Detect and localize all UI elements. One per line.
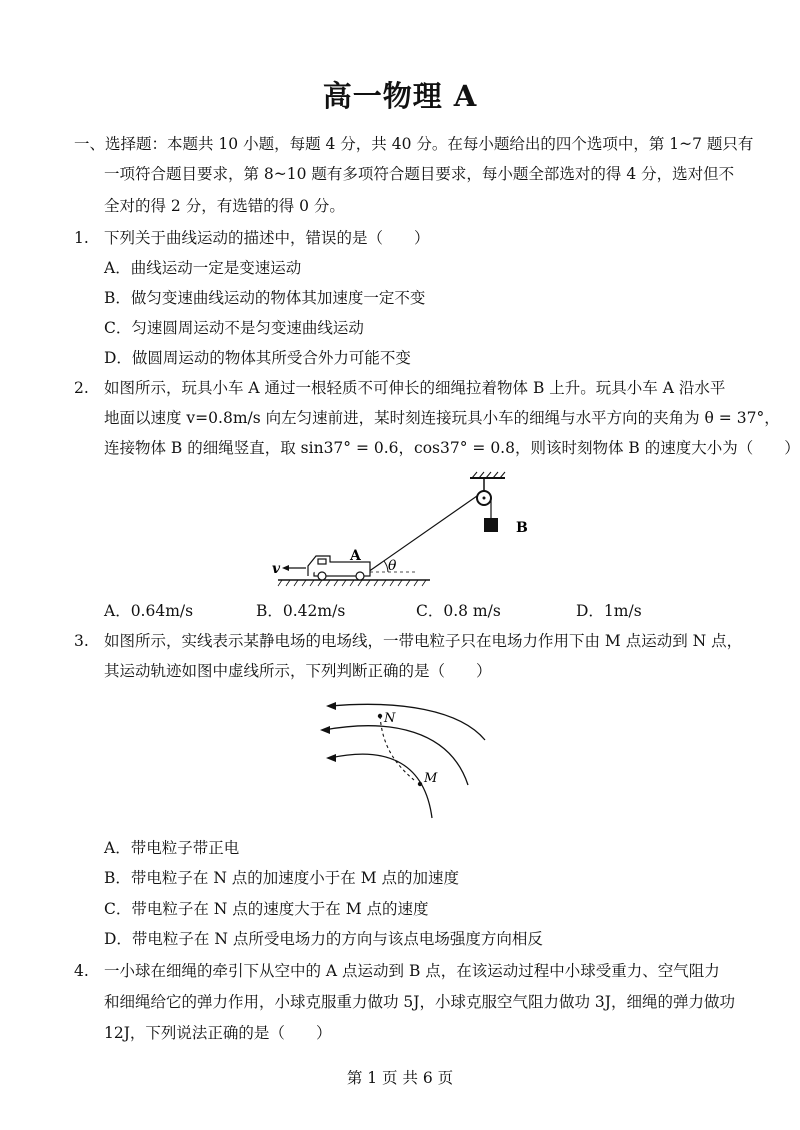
q2-stem-line-3: 连接物体 B 的细绳竖直，取 sin37° = 0.6，cos37° = 0.8，则该时刻物体 B 的速度大小为（ ）	[104, 439, 800, 457]
q2-stem-line-2: 地面以速度 v=0.8m/s 向左匀速前进，某时刻连接玩具小车的细绳与水平方向的夹角为 θ = 37°，	[104, 409, 780, 427]
field-line-3	[330, 754, 432, 818]
q3-number: 3.	[74, 632, 89, 650]
q3-option-b: B．带电粒子在 N 点的加速度小于在 M 点的加速度	[104, 869, 460, 887]
q1-option-c: C．匀速圆周运动不是匀变速曲线运动	[104, 319, 364, 337]
section-instruction-line-2: 一项符合题目要求，第 8~10 题有多项符合题目要求，每小题全部选对的得 4 分，选对但不	[104, 165, 735, 183]
q1-stem: 下列关于曲线运动的描述中，错误的是（ ）	[104, 229, 430, 247]
q3-figure	[310, 690, 510, 820]
label-m: M	[424, 771, 438, 786]
q1-option-a: A．曲线运动一定是变速运动	[104, 259, 302, 277]
section-instruction-line-1: 一、选择题：本题共 10 小题，每题 4 分，共 40 分。在每小题给出的四个选项中，第 1~7 题只有	[74, 135, 754, 153]
page-title: 高一物理 A	[322, 79, 478, 113]
q3-stem-line-2: 其运动轨迹如图中虚线所示，下列判断正确的是（ ）	[104, 662, 492, 680]
label-theta: θ	[388, 558, 397, 574]
q4-stem-line-3: 12J，下列说法正确的是（ ）	[104, 1024, 332, 1042]
q4-stem-line-2: 和细绳给它的弹力作用，小球克服重力做功 5J，小球克服空气阻力做功 3J，细绳的弹力做功	[104, 993, 736, 1011]
label-b: B	[516, 520, 528, 536]
label-n: N	[384, 711, 396, 726]
point-n	[378, 714, 382, 718]
label-v: v	[272, 561, 281, 577]
q4-stem-line-1: 一小球在细绳的牵引下从空中的 A 点运动到 B 点，在该运动过程中小球受重力、空气阻力	[104, 962, 720, 980]
q3-option-d: D．带电粒子在 N 点所受电场力的方向与该点电场强度方向相反	[104, 930, 543, 948]
q2-option-d: D．1m/s	[576, 602, 642, 620]
q2-number: 2.	[74, 379, 89, 397]
q3-option-a: A．带电粒子带正电	[104, 839, 240, 857]
q2-option-b: B．0.42m/s	[256, 602, 346, 620]
q2-option-c: C．0.8 m/s	[416, 602, 501, 620]
q3-option-c: C．带电粒子在 N 点的速度大于在 M 点的速度	[104, 900, 429, 918]
point-m	[418, 782, 422, 786]
q1-number: 1.	[74, 229, 89, 247]
rope-slanted	[368, 496, 477, 572]
label-a: A	[350, 548, 361, 564]
ground-hatch	[278, 580, 426, 586]
section-instruction-line-3: 全对的得 2 分，有选错的得 0 分。	[104, 197, 345, 215]
q1-option-b: B．做匀变速曲线运动的物体其加速度一定不变	[104, 289, 426, 307]
field-line-1	[330, 704, 485, 740]
q2-option-a: A．0.64m/s	[104, 602, 194, 620]
q3-stem-line-1: 如图所示，实线表示某静电场的电场线，一带电粒子只在电场力作用下由 M 点运动到 N 点，	[104, 632, 743, 650]
q1-option-d: D．做圆周运动的物体其所受合外力可能不变	[104, 349, 411, 367]
q2-figure	[270, 470, 540, 590]
block-b	[484, 518, 498, 532]
page-footer: 第 1 页 共 6 页	[346, 1069, 454, 1087]
q2-stem-line-1: 如图所示，玩具小车 A 通过一根轻质不可伸长的细绳拉着物体 B 上升。玩具小车 A 沿水平	[104, 379, 726, 397]
q4-number: 4.	[74, 962, 89, 980]
field-line-arrowheads	[320, 702, 336, 762]
